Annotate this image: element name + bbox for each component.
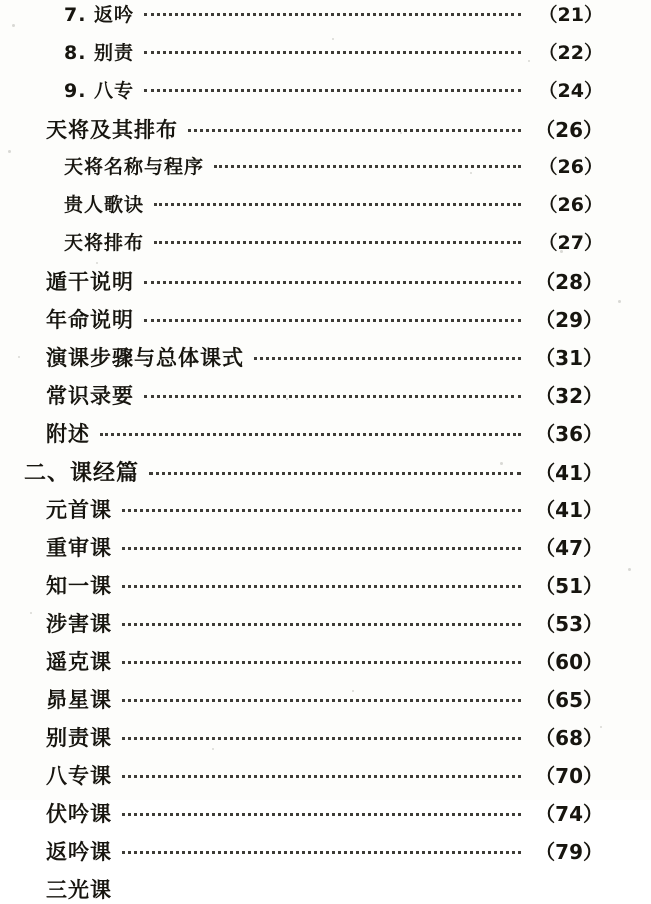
toc-entry-page: （26） (535, 118, 603, 142)
toc-entry-page: （70） (535, 764, 603, 788)
toc-entry-page: （41） (535, 461, 603, 485)
toc-entry-label: 演课步骤与总体课式 (46, 346, 244, 370)
toc-entry[interactable] (0, 798, 651, 836)
toc-entry[interactable] (0, 228, 651, 266)
toc-entry-label: 年命说明 (46, 308, 134, 332)
toc-entry-label: 贵人歌诀 (64, 194, 145, 216)
toc-dot-leader (188, 121, 521, 137)
toc-entry-label: 二、课经篇 (24, 461, 140, 486)
toc-entry[interactable] (0, 190, 651, 228)
toc-entry-label: 天将排布 (64, 232, 145, 254)
toc-entry-page: （26） (538, 194, 603, 216)
toc-dot-leader (122, 539, 521, 555)
toc-entry[interactable] (0, 342, 651, 380)
toc-entry[interactable] (0, 152, 651, 190)
toc-entry[interactable] (0, 532, 651, 570)
toc-entry-label: 知一课 (46, 574, 112, 598)
toc-entry-page: （26） (538, 156, 603, 178)
toc-entry-page: （74） (535, 802, 603, 826)
toc-dot-leader (122, 843, 521, 859)
toc-dot-leader (144, 5, 521, 21)
toc-entry-label: 7. 返吟 (64, 4, 135, 26)
toc-entry-page: （29） (535, 308, 603, 332)
toc-dot-leader (122, 615, 521, 631)
toc-dot-leader (100, 425, 521, 441)
toc-dot-leader (154, 195, 521, 211)
toc-dot-leader (122, 653, 521, 669)
toc-entry[interactable] (0, 38, 651, 76)
toc-dot-leader (122, 577, 521, 593)
toc-entry[interactable] (0, 0, 651, 38)
toc-entry[interactable] (0, 494, 651, 532)
toc-entry[interactable] (0, 722, 651, 760)
toc-entry-label: 八专课 (46, 764, 112, 788)
toc-entry-page: （41） (535, 498, 603, 522)
toc-entry-page: （60） (535, 650, 603, 674)
toc-entry[interactable] (0, 570, 651, 608)
toc-entry[interactable] (0, 836, 651, 874)
toc-entry[interactable] (0, 266, 651, 304)
toc-entry-label: 9. 八专 (64, 80, 135, 102)
toc-entry-page: （65） (535, 688, 603, 712)
toc-entry-label: 天将名称与程序 (64, 156, 205, 178)
toc-entry[interactable] (0, 114, 651, 152)
toc-entry-label: 附述 (46, 422, 90, 446)
toc-dot-leader (214, 157, 521, 173)
toc-entry-label: 遁干说明 (46, 270, 134, 294)
toc-dot-leader (144, 311, 521, 327)
toc-entry-label: 涉害课 (46, 612, 112, 636)
toc-dot-leader (122, 501, 521, 517)
toc-dot-leader (122, 805, 521, 821)
toc-dot-leader (149, 464, 521, 480)
toc-entry[interactable] (0, 684, 651, 722)
toc-dot-leader (144, 387, 521, 403)
toc-dot-leader (122, 767, 521, 783)
toc-entry[interactable] (0, 608, 651, 646)
toc-entry-page: （51） (535, 574, 603, 598)
toc-entry[interactable] (0, 456, 651, 494)
toc-entry[interactable] (0, 874, 651, 902)
toc-entry-page: （36） (535, 422, 603, 446)
toc-entry[interactable] (0, 760, 651, 798)
toc-entry-page: （21） (538, 4, 603, 26)
toc-dot-leader (154, 233, 521, 249)
toc-dot-leader (122, 691, 521, 707)
toc-entry-label: 伏吟课 (46, 802, 112, 826)
toc-entry-label: 三光课 (46, 878, 112, 902)
toc-entry-page: （22） (538, 42, 603, 64)
toc-entry-page: （27） (538, 232, 603, 254)
toc-entry-page: （31） (535, 346, 603, 370)
toc-dot-leader (144, 81, 521, 97)
toc-entry-label: 天将及其排布 (46, 118, 178, 142)
toc-entry-label: 重审课 (46, 536, 112, 560)
toc-entry-page: （79） (535, 840, 603, 864)
toc-entry[interactable] (0, 646, 651, 684)
toc-entry-page: （47） (535, 536, 603, 560)
toc-entry-page: （68） (535, 726, 603, 750)
toc-dot-leader (122, 729, 521, 745)
toc-entry[interactable] (0, 380, 651, 418)
toc-entry-page: （32） (535, 384, 603, 408)
toc-entry-label: 遥克课 (46, 650, 112, 674)
toc-entry-label: 返吟课 (46, 840, 112, 864)
toc-entry-label: 常识录要 (46, 384, 134, 408)
toc-entry-page: （24） (538, 80, 603, 102)
toc-dot-leader (254, 349, 521, 365)
toc-entry[interactable] (0, 76, 651, 114)
toc-dot-leader (144, 43, 521, 59)
toc-entry-label: 8. 别责 (64, 42, 135, 64)
toc-entry-label: 别责课 (46, 726, 112, 750)
toc-entry-label: 元首课 (46, 498, 112, 522)
toc-dot-leader (144, 273, 521, 289)
toc-entry-label: 昴星课 (46, 688, 112, 712)
toc-entry-page: （53） (535, 612, 603, 636)
toc-entry[interactable] (0, 418, 651, 456)
toc-entry-page: （28） (535, 270, 603, 294)
toc-entry[interactable] (0, 304, 651, 342)
